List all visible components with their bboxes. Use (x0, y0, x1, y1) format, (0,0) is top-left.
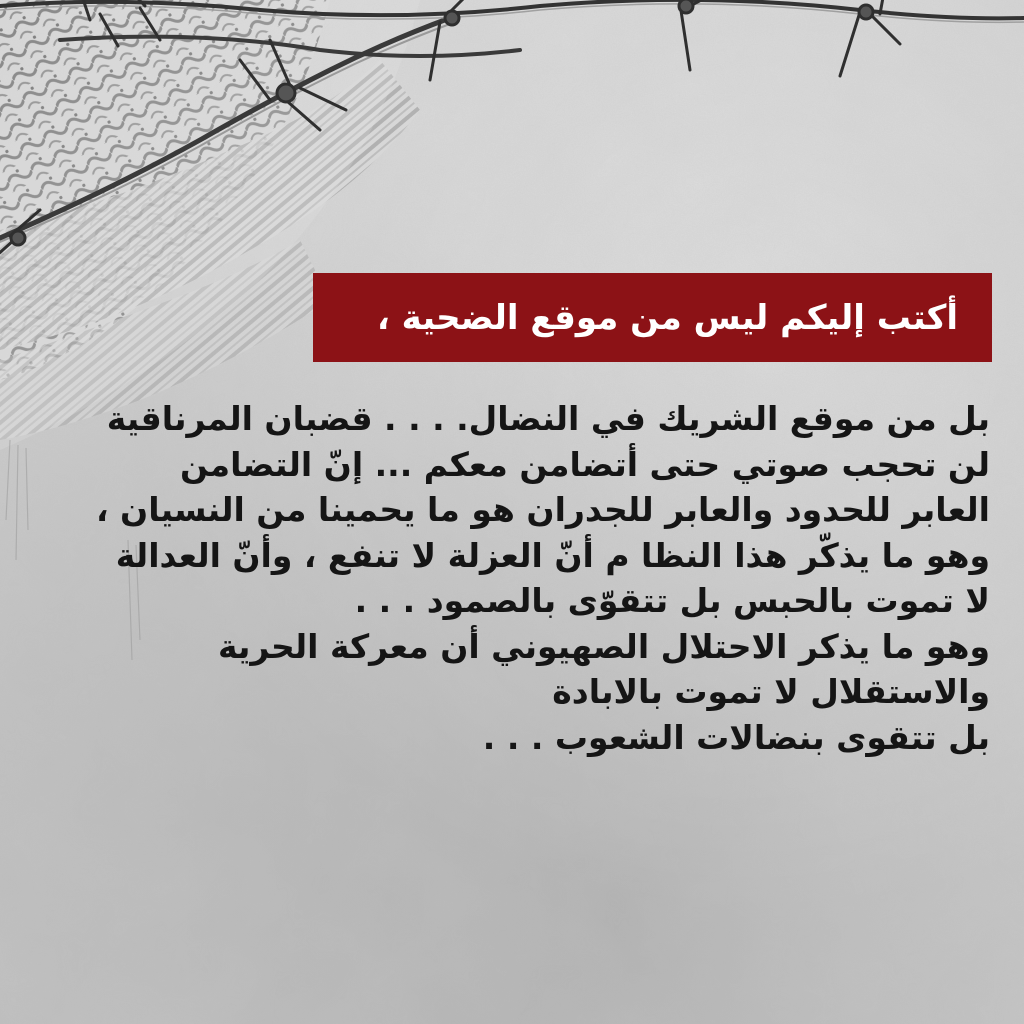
body-line: لا تموت بالحبس بل تتقوّى بالصمود . . . (354, 581, 990, 620)
headline-banner (313, 273, 992, 362)
body-line: العابر للحدود والعابر للجدران هو ما يحمينا من النسيان ، (96, 490, 990, 529)
headline-text: أكتب إليكم ليس من موقع الضحية ، (376, 297, 958, 338)
body-text (60, 396, 990, 760)
body-line: بل من موقع الشريك في النضال. . . . قضبان المرناقية (106, 399, 990, 438)
body-line: والاستقلال لا تموت بالابادة (552, 672, 990, 711)
body-line: وهو ما يذكر الاحتلال الصهيوني أن معركة الحرية (218, 626, 990, 666)
body-line: بل تتقوى بنضالات الشعوب . . . (482, 717, 990, 757)
body-line: وهو ما يذكّر هذا النظا م أنّ العزلة لا تنفع ، وأنّ العدالة (115, 535, 990, 575)
body-line: لن تحجب صوتي حتى أتضامن معكم ... إنّ التضامن (179, 444, 990, 484)
